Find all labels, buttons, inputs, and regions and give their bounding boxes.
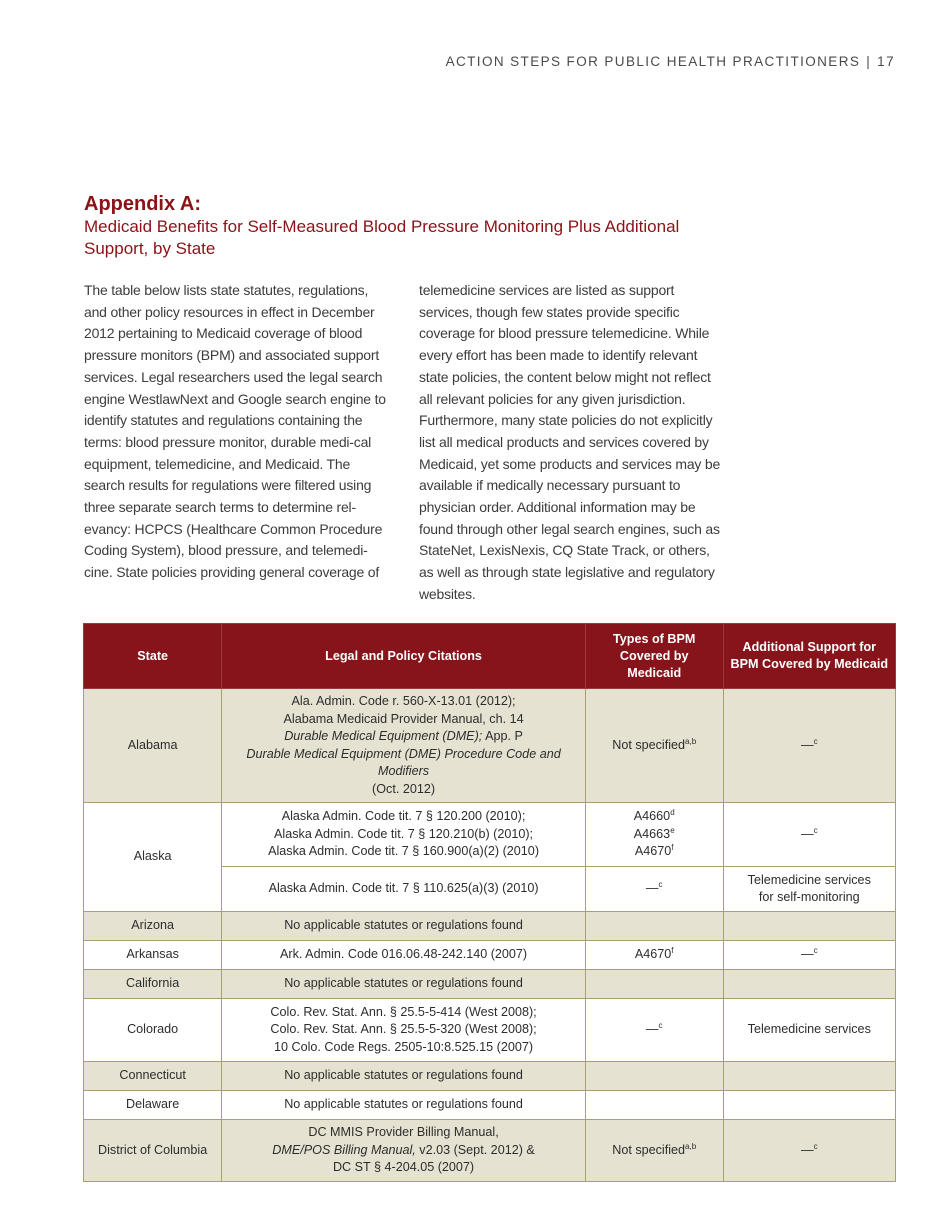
citation-line: Colo. Rev. Stat. Ann. § 25.5-5-320 (West 2008); bbox=[270, 1022, 537, 1037]
footnote-marker: c bbox=[813, 946, 818, 956]
appendix-subtitle: Medicaid Benefits for Self-Measured Blood Pressure Monitoring Plus Additional Support, by State bbox=[84, 217, 680, 258]
citations-cell: No applicable statutes or regulations found bbox=[222, 1091, 586, 1120]
citation-line-italic: DME/POS Billing Manual, bbox=[272, 1142, 416, 1157]
footnote-marker: c bbox=[813, 825, 818, 835]
table-row bbox=[84, 1091, 896, 1120]
types-cell bbox=[585, 1120, 723, 1182]
citations-cell: Alaska Admin. Code tit. 7 § 110.625(a)(3) (2010) bbox=[222, 867, 586, 912]
footnote-marker: c bbox=[658, 880, 663, 890]
table-row bbox=[84, 970, 896, 999]
citation-line: DC ST § 4-204.05 (2007) bbox=[332, 1160, 475, 1175]
header-types: Types of BPM Covered by Medicaid bbox=[585, 624, 723, 689]
types-cell bbox=[585, 689, 723, 803]
state-cell: Connecticut bbox=[84, 1062, 222, 1091]
support-value: for self-monitoring bbox=[758, 890, 860, 904]
citation-line: 10 Colo. Code Regs. 2505-10:8.525.15 (2007) bbox=[274, 1039, 534, 1054]
types-cell bbox=[585, 999, 723, 1062]
footnote-marker: c bbox=[658, 1021, 663, 1031]
support-cell bbox=[723, 867, 895, 912]
footnote-marker: f bbox=[671, 843, 674, 853]
running-head-separator: | bbox=[866, 54, 872, 69]
citations-cell: Ark. Admin. Code 016.06.48-242.140 (2007) bbox=[222, 941, 586, 970]
types-value: Not specified bbox=[612, 737, 686, 752]
citation-line: DC MMIS Provider Billing Manual, bbox=[308, 1125, 499, 1140]
table-row bbox=[84, 689, 896, 803]
state-cell: Delaware bbox=[84, 1091, 222, 1120]
state-cell: California bbox=[84, 970, 222, 999]
header-citations: Legal and Policy Citations bbox=[222, 624, 586, 689]
types-cell bbox=[585, 867, 723, 912]
types-cell bbox=[585, 970, 723, 999]
support-value: — bbox=[800, 737, 814, 752]
citations-cell bbox=[222, 803, 586, 867]
table-row bbox=[84, 941, 896, 970]
support-value: — bbox=[800, 1142, 814, 1157]
types-value: — bbox=[645, 881, 659, 896]
intro-left-column: The table below lists state statutes, regulations, and other policy resources in effect in December 2012 pertaining to Medicaid coverage of blood pressure monitors (BPM) and associated support services. Legal researchers used the legal search engine WestlawNext and Google search engine to identify statutes and regulations containing the terms: blood pressure monitor, durable medi-cal equipment, telemedicine, and Medicaid. The search results for regulations were filtered using three separate search terms to determine rel-evancy: HCPCS (Healthcare Common Procedure Coding System), blood pressure, and telemedi-cine. State policies providing general coverage of bbox=[84, 282, 386, 581]
state-cell: District of Columbia bbox=[84, 1120, 222, 1182]
citation-line: Alaska Admin. Code tit. 7 § 160.900(a)(2) (2010) bbox=[268, 844, 540, 859]
footnote-marker: e bbox=[670, 825, 675, 835]
support-cell bbox=[723, 941, 895, 970]
citation-line: (Oct. 2012) bbox=[372, 781, 436, 796]
citations-cell: No applicable statutes or regulations found bbox=[222, 1062, 586, 1091]
support-cell bbox=[723, 1091, 895, 1120]
citation-line: App. P bbox=[482, 729, 523, 743]
citations-cell: No applicable statutes or regulations found bbox=[222, 970, 586, 999]
header-support: Additional Support for BPM Covered by Medicaid bbox=[723, 624, 895, 689]
citation-line: Ala. Admin. Code r. 560-X-13.01 (2012); bbox=[291, 694, 516, 708]
state-cell: Arkansas bbox=[84, 941, 222, 970]
citation-line: v2.03 (Sept. 2012) & bbox=[415, 1142, 535, 1157]
citation-line-italic: Durable Medical Equipment (DME) Procedure Code and Modifiers bbox=[246, 746, 561, 778]
appendix-title: Appendix A: bbox=[84, 193, 202, 215]
footnote-marker: f bbox=[671, 946, 674, 956]
running-head-title: ACTION STEPS FOR PUBLIC HEALTH PRACTITIONERS bbox=[445, 54, 861, 69]
types-cell bbox=[585, 912, 723, 941]
support-cell bbox=[723, 970, 895, 999]
support-value: — bbox=[800, 826, 814, 841]
state-cell: Colorado bbox=[84, 999, 222, 1062]
footnote-marker: a,b bbox=[685, 736, 697, 746]
citations-cell bbox=[222, 689, 586, 803]
support-cell bbox=[723, 1120, 895, 1182]
table-row bbox=[84, 803, 896, 867]
table-row bbox=[84, 1062, 896, 1091]
support-cell bbox=[723, 803, 895, 867]
citation-line-italic: Durable Medical Equipment (DME); bbox=[284, 729, 483, 743]
types-cell bbox=[585, 1062, 723, 1091]
citation-line: Alaska Admin. Code tit. 7 § 120.210(b) (2010); bbox=[274, 826, 534, 841]
types-cell bbox=[585, 803, 723, 867]
page-number: 17 bbox=[877, 54, 895, 69]
header-state: State bbox=[84, 624, 222, 689]
table-row bbox=[84, 912, 896, 941]
support-cell bbox=[723, 912, 895, 941]
state-cell: Alaska bbox=[84, 803, 222, 912]
support-cell bbox=[723, 689, 895, 803]
footnote-marker: c bbox=[813, 736, 818, 746]
types-cell bbox=[585, 1091, 723, 1120]
types-value: A4663 bbox=[633, 826, 671, 841]
support-cell bbox=[723, 1062, 895, 1091]
citation-line: Alabama Medicaid Provider Manual, ch. 14 bbox=[283, 711, 524, 726]
support-value: Telemedicine services bbox=[747, 872, 871, 887]
citation-line: Colo. Rev. Stat. Ann. § 25.5-5-414 (West 2008); bbox=[270, 1004, 537, 1019]
types-value: — bbox=[645, 1022, 659, 1037]
types-value: A4670 bbox=[634, 947, 672, 962]
types-value: A4660 bbox=[633, 809, 671, 824]
support-cell: Telemedicine services bbox=[723, 999, 895, 1062]
table-row bbox=[84, 1120, 896, 1182]
intro-right-column: telemedicine services are listed as support services, though few states provide specific coverage for blood pressure telemedicine. While every effort has been made to identify relevant state policies, the content below might not reflect all relevant policies for any given jurisdiction. Furthermore, many state policies do not explicitly list all medical products and services covered by Medicaid, yet some products and services may be available if medically necessary pursuant to physician order. Additional information may be found through other legal search engines, such as StateNet, LexisNexis, CQ State Track, or others, as well as through state legislative and regulatory websites. bbox=[419, 282, 721, 602]
citations-cell bbox=[222, 999, 586, 1062]
citations-cell bbox=[222, 1120, 586, 1182]
citation-line: Alaska Admin. Code tit. 7 § 120.200 (2010); bbox=[281, 809, 526, 824]
policy-table bbox=[83, 623, 896, 1182]
table-header-row bbox=[84, 624, 896, 689]
types-cell bbox=[585, 941, 723, 970]
footnote-marker: c bbox=[813, 1141, 818, 1151]
footnote-marker: d bbox=[670, 808, 675, 818]
running-head bbox=[446, 54, 895, 69]
types-value: Not specified bbox=[612, 1142, 686, 1157]
table-row bbox=[84, 999, 896, 1062]
citations-cell: No applicable statutes or regulations found bbox=[222, 912, 586, 941]
state-cell: Alabama bbox=[84, 689, 222, 803]
support-value: — bbox=[800, 947, 814, 962]
state-cell: Arizona bbox=[84, 912, 222, 941]
types-value: A4670 bbox=[634, 844, 672, 859]
footnote-marker: a,b bbox=[685, 1141, 697, 1151]
